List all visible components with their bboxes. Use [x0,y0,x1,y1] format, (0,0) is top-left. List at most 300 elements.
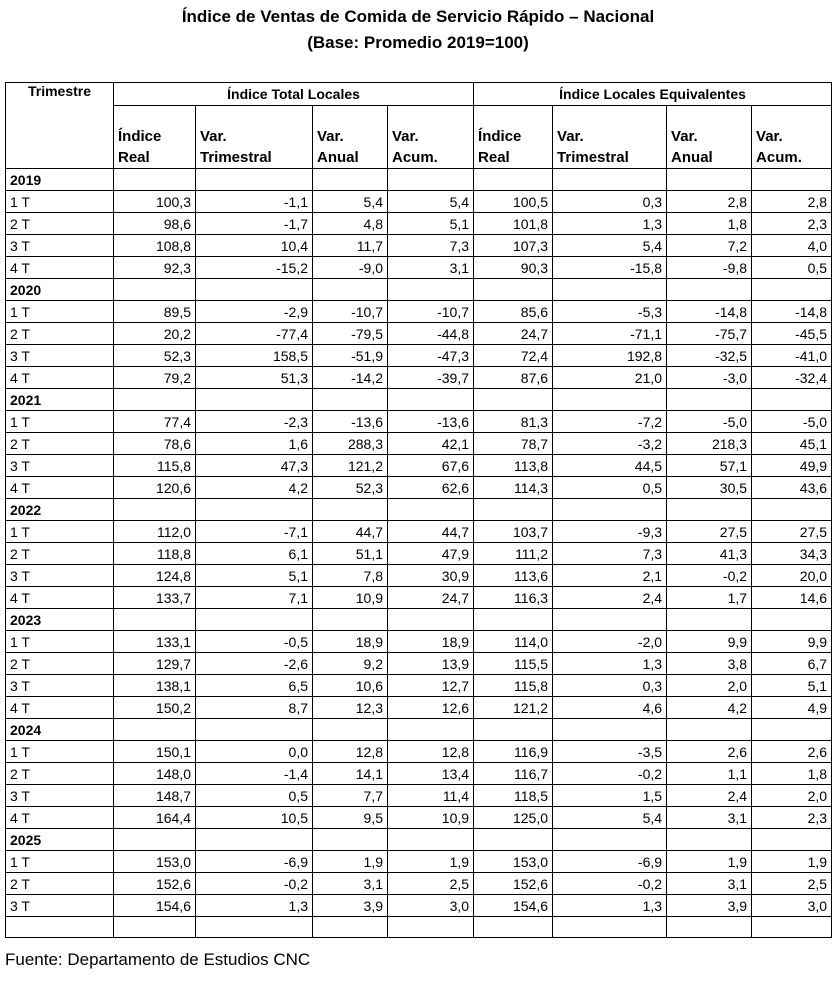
table-row [6,191,832,213]
value-cell: 3,1 [313,873,388,895]
value-cell: 5,1 [752,675,832,697]
empty-cell [667,389,752,411]
empty-cell [196,279,313,301]
value-cell: 3,1 [667,873,752,895]
empty-cell [752,719,832,741]
value-cell: 0,5 [196,785,313,807]
empty-cell [114,829,196,851]
value-cell: 2,3 [752,213,832,235]
value-cell: 124,8 [114,565,196,587]
value-cell: 150,2 [114,697,196,719]
empty-cell [474,917,553,938]
value-cell: 1,8 [752,763,832,785]
value-cell: 115,8 [114,455,196,477]
header-trimestre: Trimestre [6,83,114,169]
empty-cell [313,829,388,851]
value-cell: 113,8 [474,455,553,477]
table-row [6,785,832,807]
value-cell: -14,2 [313,367,388,389]
value-cell: 1,3 [553,895,667,917]
empty-cell [553,499,667,521]
value-cell: -0,2 [553,763,667,785]
value-cell: 44,7 [388,521,474,543]
value-cell: 1,3 [553,213,667,235]
empty-cell [388,389,474,411]
value-cell: 192,8 [553,345,667,367]
empty-cell [667,169,752,191]
year-row [6,609,832,631]
value-cell: 2,4 [667,785,752,807]
year-label: 2024 [6,719,114,741]
quarter-label: 1 T [6,191,114,213]
empty-cell [388,499,474,521]
empty-cell [388,169,474,191]
value-cell: 7,3 [388,235,474,257]
value-cell: -32,5 [667,345,752,367]
value-cell: 14,1 [313,763,388,785]
value-cell: 44,5 [553,455,667,477]
empty-cell [474,279,553,301]
empty-cell [388,279,474,301]
value-cell: -13,6 [313,411,388,433]
header-col-var-acum-equiv: Var. Acum. [752,106,832,169]
table-row [6,543,832,565]
value-cell: -1,7 [196,213,313,235]
value-cell: 24,7 [388,587,474,609]
value-cell: 12,6 [388,697,474,719]
value-cell: 1,3 [196,895,313,917]
value-cell: 85,6 [474,301,553,323]
value-cell: -10,7 [313,301,388,323]
quarter-label: 1 T [6,851,114,873]
value-cell: 1,9 [752,851,832,873]
year-row [6,499,832,521]
value-cell: 114,0 [474,631,553,653]
quarter-label: 1 T [6,741,114,763]
value-cell: 27,5 [752,521,832,543]
value-cell: -51,9 [313,345,388,367]
value-cell: 52,3 [313,477,388,499]
header-col-var-anual-equiv: Var. Anual [667,106,752,169]
value-cell: 133,7 [114,587,196,609]
value-cell: 152,6 [474,873,553,895]
value-cell: 7,1 [196,587,313,609]
quarter-label: 2 T [6,763,114,785]
value-cell: -15,2 [196,257,313,279]
value-cell: -14,8 [752,301,832,323]
value-cell: -9,3 [553,521,667,543]
empty-cell [313,279,388,301]
value-cell: -32,4 [752,367,832,389]
value-cell: 51,3 [196,367,313,389]
value-cell: 116,3 [474,587,553,609]
value-cell: 1,7 [667,587,752,609]
value-cell: 112,0 [114,521,196,543]
empty-cell [313,169,388,191]
value-cell: 7,3 [553,543,667,565]
value-cell: 45,1 [752,433,832,455]
value-cell: 10,4 [196,235,313,257]
table-row [6,873,832,895]
value-cell: 2,0 [667,675,752,697]
table-row [6,301,832,323]
value-cell: 5,4 [388,191,474,213]
year-label: 2021 [6,389,114,411]
value-cell: 5,4 [313,191,388,213]
empty-cell [196,499,313,521]
value-cell: 44,7 [313,521,388,543]
value-cell: 2,3 [752,807,832,829]
value-cell: -9,0 [313,257,388,279]
header-col-indice-real-equiv: Índice Real [474,106,553,169]
value-cell: -10,7 [388,301,474,323]
value-cell: 4,2 [667,697,752,719]
value-cell: 2,6 [752,741,832,763]
value-cell: 21,0 [553,367,667,389]
value-cell: -0,2 [667,565,752,587]
value-cell: 78,7 [474,433,553,455]
value-cell: 13,4 [388,763,474,785]
value-cell: 12,8 [313,741,388,763]
value-cell: 10,9 [388,807,474,829]
empty-cell [474,389,553,411]
value-cell: 77,4 [114,411,196,433]
value-cell: -75,7 [667,323,752,345]
value-cell: -6,9 [196,851,313,873]
value-cell: 1,6 [196,433,313,455]
value-cell: -1,1 [196,191,313,213]
value-cell: 118,8 [114,543,196,565]
value-cell: -71,1 [553,323,667,345]
table-row [6,477,832,499]
empty-cell [196,389,313,411]
empty-cell [752,609,832,631]
empty-cell [388,609,474,631]
value-cell: 12,3 [313,697,388,719]
value-cell: -79,5 [313,323,388,345]
quarter-label: 1 T [6,521,114,543]
value-cell: -5,0 [667,411,752,433]
table-row [6,323,832,345]
table-title: Índice de Ventas de Comida de Servicio Rápido – Nacional [181,7,655,26]
empty-cell [114,389,196,411]
value-cell: 107,3 [474,235,553,257]
value-cell: 42,1 [388,433,474,455]
table-row [6,807,832,829]
table-row [6,411,832,433]
empty-cell [196,917,313,938]
empty-cell [553,279,667,301]
value-cell: 52,3 [114,345,196,367]
value-cell: 92,3 [114,257,196,279]
value-cell: 3,1 [388,257,474,279]
empty-cell [474,169,553,191]
value-cell: 90,3 [474,257,553,279]
value-cell: 100,5 [474,191,553,213]
value-cell: -0,2 [553,873,667,895]
value-cell: 30,9 [388,565,474,587]
value-cell: 218,3 [667,433,752,455]
value-cell: 121,2 [313,455,388,477]
quarter-label: 4 T [6,367,114,389]
value-cell: -3,2 [553,433,667,455]
value-cell: 2,5 [752,873,832,895]
value-cell: 98,6 [114,213,196,235]
quarter-label: 3 T [6,785,114,807]
empty-cell [114,169,196,191]
value-cell: 51,1 [313,543,388,565]
value-cell: 138,1 [114,675,196,697]
value-cell: 14,6 [752,587,832,609]
value-cell: 30,5 [667,477,752,499]
empty-cell [6,917,114,938]
value-cell: 47,9 [388,543,474,565]
value-cell: -45,5 [752,323,832,345]
quarter-label: 2 T [6,213,114,235]
value-cell: -0,2 [196,873,313,895]
year-row [6,719,832,741]
value-cell: 47,3 [196,455,313,477]
value-cell: 125,0 [474,807,553,829]
value-cell: 7,8 [313,565,388,587]
value-cell: 1,9 [388,851,474,873]
value-cell: -14,8 [667,301,752,323]
value-cell: -5,0 [752,411,832,433]
value-cell: 0,0 [196,741,313,763]
value-cell: -7,1 [196,521,313,543]
value-cell: 5,4 [553,235,667,257]
year-label: 2022 [6,499,114,521]
quarter-label: 2 T [6,653,114,675]
value-cell: 103,7 [474,521,553,543]
empty-cell [114,499,196,521]
table-row [6,653,832,675]
empty-cell [752,279,832,301]
value-cell: 9,5 [313,807,388,829]
value-cell: 154,6 [114,895,196,917]
value-cell: 62,6 [388,477,474,499]
empty-cell [474,719,553,741]
value-cell: 18,9 [313,631,388,653]
value-cell: 148,0 [114,763,196,785]
table-row [6,521,832,543]
value-cell: 101,8 [474,213,553,235]
value-cell: 121,2 [474,697,553,719]
value-cell: 1,8 [667,213,752,235]
value-cell: 164,4 [114,807,196,829]
year-label: 2023 [6,609,114,631]
value-cell: 3,8 [667,653,752,675]
year-label: 2020 [6,279,114,301]
empty-cell [388,829,474,851]
value-cell: 81,3 [474,411,553,433]
quarter-label: 2 T [6,433,114,455]
value-cell: 79,2 [114,367,196,389]
empty-cell [553,917,667,938]
table-row [6,587,832,609]
empty-cell [114,917,196,938]
value-cell: 89,5 [114,301,196,323]
table-row [6,851,832,873]
value-cell: 114,3 [474,477,553,499]
value-cell: 116,7 [474,763,553,785]
empty-cell [313,719,388,741]
table-row [6,257,832,279]
quarter-label: 3 T [6,345,114,367]
value-cell: 20,2 [114,323,196,345]
value-cell: 129,7 [114,653,196,675]
blank-row [6,917,832,938]
empty-cell [667,829,752,851]
value-cell: 1,3 [553,653,667,675]
value-cell: -2,0 [553,631,667,653]
quarter-label: 2 T [6,323,114,345]
value-cell: 1,5 [553,785,667,807]
empty-cell [553,169,667,191]
quarter-label: 1 T [6,411,114,433]
quarter-label: 2 T [6,543,114,565]
empty-cell [553,719,667,741]
value-cell: 9,2 [313,653,388,675]
value-cell: 3,9 [313,895,388,917]
empty-cell [196,829,313,851]
value-cell: 4,6 [553,697,667,719]
empty-cell [196,609,313,631]
value-cell: 120,6 [114,477,196,499]
value-cell: -13,6 [388,411,474,433]
quarter-label: 3 T [6,675,114,697]
empty-cell [667,609,752,631]
quarter-label: 2 T [6,873,114,895]
year-row [6,829,832,851]
value-cell: 133,1 [114,631,196,653]
value-cell: 115,8 [474,675,553,697]
value-cell: 4,0 [752,235,832,257]
value-cell: -47,3 [388,345,474,367]
table-subtitle: (Base: Promedio 2019=100) [307,33,529,52]
value-cell: 148,7 [114,785,196,807]
empty-cell [752,829,832,851]
value-cell: -3,0 [667,367,752,389]
empty-cell [474,829,553,851]
value-cell: -2,3 [196,411,313,433]
value-cell: 111,2 [474,543,553,565]
value-cell: 288,3 [313,433,388,455]
value-cell: 20,0 [752,565,832,587]
value-cell: -7,2 [553,411,667,433]
empty-cell [474,499,553,521]
quarter-label: 3 T [6,565,114,587]
table-body [6,169,832,938]
table-row [6,213,832,235]
empty-cell [553,609,667,631]
value-cell: 5,4 [553,807,667,829]
value-cell: -2,9 [196,301,313,323]
value-cell: -44,8 [388,323,474,345]
table-row [6,565,832,587]
empty-cell [752,169,832,191]
empty-cell [752,499,832,521]
quarter-label: 4 T [6,697,114,719]
value-cell: -6,9 [553,851,667,873]
value-cell: 41,3 [667,543,752,565]
year-label: 2019 [6,169,114,191]
value-cell: 12,7 [388,675,474,697]
value-cell: 115,5 [474,653,553,675]
value-cell: -1,4 [196,763,313,785]
value-cell: 0,3 [553,191,667,213]
empty-cell [114,719,196,741]
year-label: 2025 [6,829,114,851]
value-cell: 6,7 [752,653,832,675]
empty-cell [752,917,832,938]
value-cell: 150,1 [114,741,196,763]
header-group-equivalentes: Índice Locales Equivalentes [474,83,832,106]
value-cell: 67,6 [388,455,474,477]
table-row [6,433,832,455]
value-cell: 158,5 [196,345,313,367]
value-cell: 7,7 [313,785,388,807]
quarter-label: 3 T [6,455,114,477]
value-cell: 152,6 [114,873,196,895]
value-cell: 9,9 [667,631,752,653]
header-col-var-acum-total: Var. Acum. [388,106,474,169]
value-cell: 1,1 [667,763,752,785]
empty-cell [313,389,388,411]
value-cell: 1,9 [313,851,388,873]
empty-cell [553,389,667,411]
value-cell: 2,8 [667,191,752,213]
empty-cell [667,499,752,521]
source-note: Fuente: Departamento de Estudios CNC [5,950,311,969]
table-row [6,631,832,653]
value-cell: 4,8 [313,213,388,235]
empty-cell [114,279,196,301]
value-cell: 2,8 [752,191,832,213]
value-cell: 5,1 [196,565,313,587]
empty-cell [388,917,474,938]
empty-cell [667,719,752,741]
value-cell: 4,9 [752,697,832,719]
value-cell: 2,5 [388,873,474,895]
value-cell: 49,9 [752,455,832,477]
value-cell: 9,9 [752,631,832,653]
empty-cell [196,169,313,191]
empty-cell [114,609,196,631]
header-col-var-anual-total: Var. Anual [313,106,388,169]
value-cell: 12,8 [388,741,474,763]
value-cell: -41,0 [752,345,832,367]
empty-cell [313,609,388,631]
value-cell: 78,6 [114,433,196,455]
empty-cell [196,719,313,741]
value-cell: 27,5 [667,521,752,543]
empty-cell [313,499,388,521]
quarter-label: 1 T [6,301,114,323]
value-cell: 3,1 [667,807,752,829]
header-col-var-trimestral-equiv: Var. Trimestral [553,106,667,169]
value-cell: 10,5 [196,807,313,829]
empty-cell [752,389,832,411]
quarter-label: 4 T [6,257,114,279]
value-cell: 113,6 [474,565,553,587]
quarter-label: 4 T [6,807,114,829]
table-row [6,675,832,697]
value-cell: 2,1 [553,565,667,587]
table-row [6,345,832,367]
value-cell: 4,2 [196,477,313,499]
value-cell: -9,8 [667,257,752,279]
